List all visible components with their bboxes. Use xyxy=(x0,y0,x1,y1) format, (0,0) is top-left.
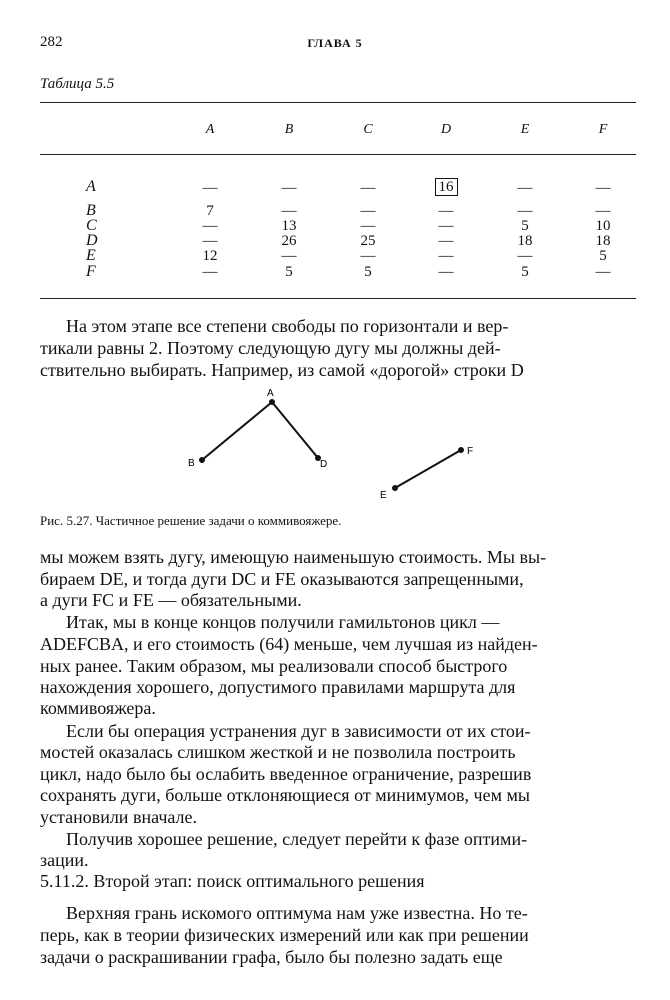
table-header-rule xyxy=(40,154,636,155)
boxed-value: 16 xyxy=(435,178,458,196)
table-cell: — xyxy=(438,218,454,234)
node-b xyxy=(199,457,205,463)
table-cell: 7 xyxy=(206,203,214,219)
table-cell: — xyxy=(438,203,454,219)
col-header: D xyxy=(440,122,452,137)
chapter-header: ГЛАВА 5 xyxy=(307,36,363,50)
table-cell: — xyxy=(517,203,533,219)
edge-ef xyxy=(395,450,461,488)
table-cell: 5 xyxy=(521,264,529,280)
table-cell: — xyxy=(438,233,454,249)
row-label: A xyxy=(86,178,96,195)
table-cell: — xyxy=(360,248,376,264)
table-cell: — xyxy=(360,180,376,196)
text-line: сохранять дуги, больше отклоняющиеся от минимумов, чем мы xyxy=(40,785,530,805)
text-line: Получив хорошее решение, следует перейти к фазе оптими- xyxy=(66,829,528,849)
row-label: B xyxy=(86,202,96,219)
text-line: зации. xyxy=(40,850,89,870)
table-cell: — xyxy=(281,248,297,264)
text-line: а дуги FC и FE — обязательными. xyxy=(40,590,302,610)
row-label: F xyxy=(86,263,96,280)
table-cell: 5 xyxy=(285,264,293,280)
node-label-a: A xyxy=(267,388,274,399)
text-line: бираем DE, и тогда дуги DC и FE оказываются запрещенными, xyxy=(40,569,524,589)
page-number: 282 xyxy=(40,34,63,50)
text-line: мы можем взять дугу, имеющую наименьшую стоимость. Мы вы- xyxy=(40,547,547,567)
text-line: перь, как в теории физических измерений или как при решении xyxy=(40,925,529,945)
node-label-d: D xyxy=(320,459,328,470)
table-cell: 13 xyxy=(281,218,297,234)
text-line: ных ранее. Таким образом, мы реализовали способ быстрого xyxy=(40,656,508,676)
table-cell: 10 xyxy=(595,218,611,234)
table-cell: 5 xyxy=(521,218,529,234)
table-cell: — xyxy=(202,233,218,249)
table-cell: — xyxy=(517,180,533,196)
text-line: коммивояжера. xyxy=(40,698,156,718)
table-top-rule xyxy=(40,102,636,103)
text-line: ствительно выбирать. Например, из самой «дорогой» строки D xyxy=(40,360,524,380)
row-label: E xyxy=(86,247,96,264)
table-bottom-rule xyxy=(40,298,636,299)
node-f xyxy=(458,447,464,453)
node-label-e: E xyxy=(380,490,387,501)
col-header: B xyxy=(284,122,294,137)
text-line: Верхняя грань искомого оптимума нам уже известна. Но те- xyxy=(66,903,528,923)
table-cell: 26 xyxy=(281,233,297,249)
node-label-f: F xyxy=(467,446,474,457)
table-cell: — xyxy=(438,248,454,264)
text-line: задачи о раскрашивании графа, было бы полезно задать еще xyxy=(40,947,503,967)
node-e xyxy=(392,485,398,491)
text-line: Итак, мы в конце концов получили гамильтонов цикл — xyxy=(66,612,500,632)
table-cell: — xyxy=(281,180,297,196)
figure-caption: Рис. 5.27. Частичное решение задачи о коммивояжере. xyxy=(40,513,342,528)
text-line: Если бы операция устранения дуг в зависимости от их стои- xyxy=(66,721,531,741)
table-cell: — xyxy=(360,218,376,234)
section-title: 5.11.2. Второй этап: поиск оптимального решения xyxy=(40,871,425,891)
edge-ad xyxy=(272,402,318,458)
table-cell: — xyxy=(595,264,611,280)
row-label: C xyxy=(86,217,97,234)
table-cell: — xyxy=(360,203,376,219)
table-cell: 5 xyxy=(364,264,372,280)
col-header: A xyxy=(205,122,215,137)
text-line: нахождения хорошего, допустимого правилами маршрута для xyxy=(40,677,516,697)
node-label-b: B xyxy=(188,458,195,469)
table-cell: — xyxy=(438,264,454,280)
col-header: F xyxy=(598,122,608,137)
table-cell: 18 xyxy=(595,233,611,249)
node-a xyxy=(269,399,275,405)
table-caption: Таблица 5.5 xyxy=(40,76,115,92)
table-cell: — xyxy=(517,248,533,264)
table-cell: — xyxy=(202,218,218,234)
text-line: На этом этапе все степени свободы по горизонтали и вер- xyxy=(66,316,509,336)
table-cell: 5 xyxy=(599,248,607,264)
text-line: мостей оказалась слишком жесткой и не позволила построить xyxy=(40,742,516,762)
text-line: ADEFCBA, и его стоимость (64) меньше, чем лучшая из найден- xyxy=(40,634,538,654)
table-cell: — xyxy=(202,264,218,280)
text-line: установили вначале. xyxy=(40,807,198,827)
table-cell: — xyxy=(202,180,218,196)
table-cell-boxed xyxy=(426,178,466,196)
table-cell: — xyxy=(281,203,297,219)
edge-ab xyxy=(202,402,272,460)
table-cell: 18 xyxy=(517,233,533,249)
table-cell: 12 xyxy=(202,248,218,264)
col-header: E xyxy=(520,122,530,137)
table-cell: — xyxy=(595,203,611,219)
text-line: тикали равны 2. Поэтому следующую дугу мы должны дей- xyxy=(40,338,501,358)
table-cell: 25 xyxy=(360,233,376,249)
table-cell: — xyxy=(595,180,611,196)
text-line: цикл, надо было бы ослабить введенное ограничение, разрешив xyxy=(40,764,532,784)
figure-graph xyxy=(0,380,670,510)
row-label: D xyxy=(86,232,98,249)
col-header: C xyxy=(363,122,373,137)
